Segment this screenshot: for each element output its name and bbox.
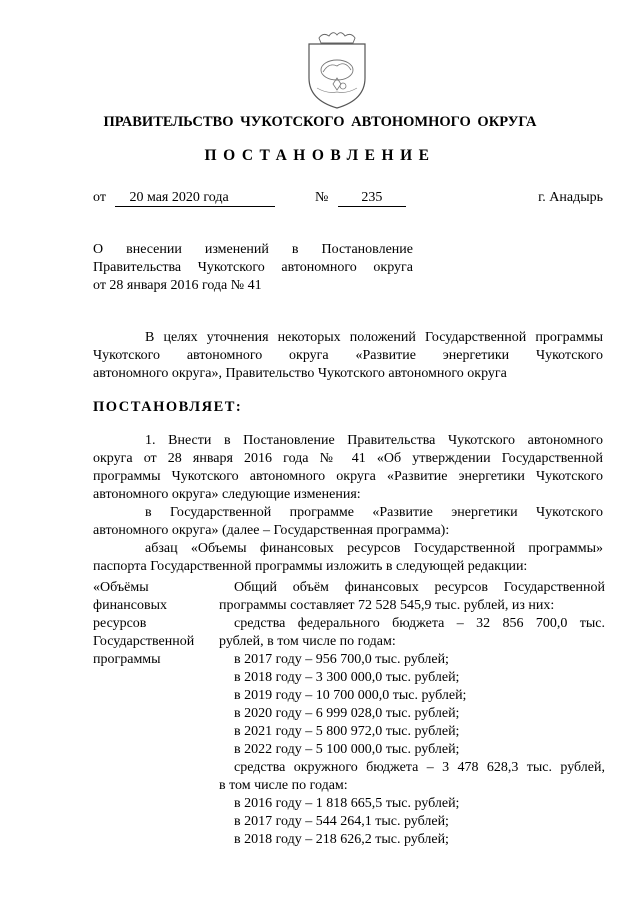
body-line: программы Чукотского автономного округа «Развитие энергетики Чукотского — [93, 469, 603, 484]
table-right-line: в 2018 году – 218 626,2 тыс. рублей; — [234, 832, 449, 847]
title-line: от 28 января 2016 года № 41 — [93, 278, 262, 293]
preamble — [93, 329, 603, 383]
table-left-line: «Объёмы — [93, 580, 149, 595]
document-type: ПОСТАНОВЛЕНИЕ — [204, 147, 436, 164]
chukotka-coat-of-arms-icon — [299, 28, 375, 110]
number-label: № — [315, 190, 329, 205]
table-left-line: Государственной — [93, 634, 195, 649]
table-right-line: средства окружного бюджета – 3 478 628,3 тыс. рублей, — [234, 760, 605, 775]
government-name: ПРАВИТЕЛЬСТВО ЧУКОТСКОГО АВТОНОМНОГО ОКРУГА — [103, 114, 537, 130]
table-right-line: рублей, в том числе по годам: — [219, 634, 396, 649]
coat-of-arms — [299, 28, 375, 110]
title-line: Правительства Чукотского автономного округа — [93, 260, 413, 275]
city: г. Анадырь — [538, 190, 603, 205]
number-line — [315, 189, 406, 207]
preamble-line: Чукотского автономного округа «Развитие энергетики Чукотского — [93, 348, 603, 363]
body-line: автономного округа» следующие изменения: — [93, 487, 361, 502]
table-right-line: в 2022 году – 5 100 000,0 тыс. рублей; — [234, 742, 460, 757]
table-left-line: ресурсов — [93, 616, 147, 631]
table-right-line: в 2016 году – 1 818 665,5 тыс. рублей; — [234, 796, 460, 811]
document-title — [93, 241, 413, 295]
table-right-line: в 2019 году – 10 700 000,0 тыс. рублей; — [234, 688, 467, 703]
table-right-line: программы составляет 72 528 545,9 тыс. рублей, из них: — [219, 598, 555, 613]
date-value: 20 мая 2020 года — [129, 190, 229, 205]
body-line: паспорта Государственной программы изложить в следующей редакции: — [93, 559, 528, 574]
table-right-line: Общий объём финансовых ресурсов Государственной — [234, 580, 605, 595]
number-field — [338, 189, 406, 207]
date-line — [93, 189, 275, 207]
body-line: округа от 28 января 2016 года № 41 «Об утверждении Государственной — [93, 451, 603, 466]
date-field — [115, 189, 275, 207]
table-right-line: средства федерального бюджета – 32 856 700,0 тыс. — [234, 616, 605, 631]
body-line: в Государственной программе «Развитие энергетики Чукотского — [145, 505, 603, 520]
number-value: 235 — [361, 190, 383, 205]
body-line: автономного округа» (далее – Государственная программа): — [93, 523, 450, 538]
table-right-line: в том числе по годам: — [219, 778, 348, 793]
body-line: 1. Внести в Постановление Правительства Чукотского автономного — [145, 433, 603, 448]
table-right-line: в 2018 году – 3 300 000,0 тыс. рублей; — [234, 670, 460, 685]
table-right-cell — [219, 579, 605, 849]
table-left-line: финансовых — [93, 598, 167, 613]
table-left-line: программы — [93, 652, 161, 667]
body-line: абзац «Объемы финансовых ресурсов Государственной программы» — [145, 541, 603, 556]
table-right-line: в 2021 году – 5 800 972,0 тыс. рублей; — [234, 724, 460, 739]
resolution-body — [93, 432, 603, 576]
preamble-line: В целях уточнения некоторых положений Государственной программы — [145, 330, 603, 345]
table-right-line: в 2020 году – 6 999 028,0 тыс. рублей; — [234, 706, 460, 721]
title-line: О внесении изменений в Постановление — [93, 242, 413, 257]
table-right-line: в 2017 году – 544 264,1 тыс. рублей; — [234, 814, 449, 829]
table-right-line: в 2017 году – 956 700,0 тыс. рублей; — [234, 652, 449, 667]
resolves-heading: ПОСТАНОВЛЯЕТ: — [93, 399, 243, 415]
from-label: от — [93, 190, 106, 205]
table-left-cell — [93, 579, 211, 669]
preamble-line: автономного округа», Правительство Чукотского автономного округа — [93, 366, 507, 381]
